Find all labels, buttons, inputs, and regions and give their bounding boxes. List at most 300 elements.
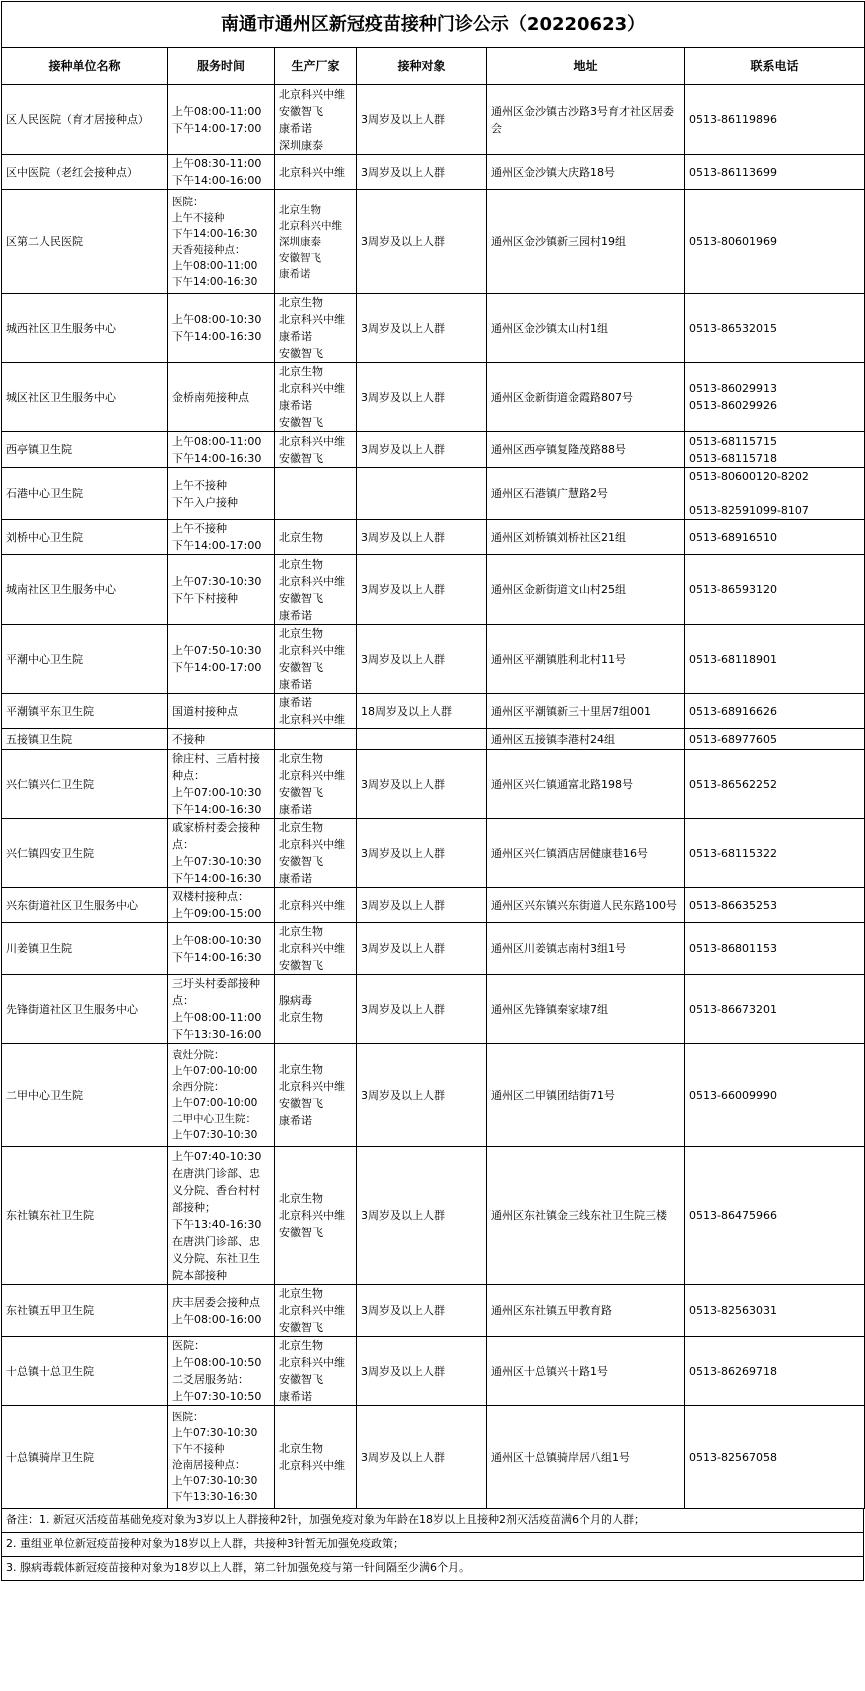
phone-cell: [685, 555, 865, 625]
unit-name-cell: 刘桥中心卫生院: [2, 520, 168, 555]
phone-cell: [685, 432, 865, 468]
table-row: [2, 363, 865, 432]
vendor-cell-line: 北京科兴中维: [279, 942, 345, 955]
target-cell: 18周岁及以上人群: [357, 694, 487, 729]
vendor-cell-line: 北京生物: [279, 1192, 323, 1205]
time-cell-line: 下午14:00-16:30: [172, 275, 258, 288]
phone-cell: [685, 1337, 865, 1406]
time-cell-line: 上午07:00-10:00: [172, 1065, 258, 1077]
address-cell: 通州区川姜镇志南村3组1号: [487, 923, 685, 975]
phone-cell-line: 0513-68916626: [689, 704, 777, 718]
phone-cell-line: 0513-68977605: [689, 732, 777, 746]
vendor-cell-line: 安徽智飞: [279, 591, 323, 605]
vendor-cell-line: 北京科兴中维: [279, 1209, 345, 1222]
time-cell-line: 上午不接种: [172, 522, 227, 535]
header-row: [2, 48, 865, 85]
phone-cell: [685, 625, 865, 694]
time-cell-line: 上午07:40-10:30: [172, 1149, 262, 1163]
time-cell: [168, 1285, 275, 1337]
note-line: 2. 重组亚单位新冠疫苗接种对象为18岁以上人群，共接种3针暂无加强免疫政策；: [1, 1533, 864, 1557]
vendor-cell-line: 北京生物: [279, 627, 323, 640]
time-cell-line: 金桥南苑接种点: [172, 390, 249, 404]
column-header: 生产厂家: [275, 48, 357, 85]
time-cell: [168, 729, 275, 750]
column-header: 服务时间: [168, 48, 275, 85]
time-cell-line: 上午08:00-11:00: [172, 1011, 262, 1024]
time-cell: [168, 750, 275, 819]
address-cell: 通州区十总镇骑岸居八组1号: [487, 1406, 685, 1509]
phone-cell: [685, 819, 865, 888]
vendor-cell: [275, 294, 357, 363]
time-cell: [168, 520, 275, 555]
time-cell-line: 上午07:00-10:00: [172, 1097, 258, 1109]
target-cell: 3周岁及以上人群: [357, 363, 487, 432]
time-cell-line: 下午下村接种: [172, 591, 238, 605]
vendor-cell: [275, 85, 357, 155]
time-cell: [168, 1147, 275, 1285]
vendor-cell-line: 北京生物: [279, 1063, 323, 1076]
vendor-cell-line: 康希诺: [279, 872, 312, 885]
vendor-cell-line: 康希诺: [279, 330, 312, 343]
unit-name-cell: 东社镇五甲卫生院: [2, 1285, 168, 1337]
time-cell-line: 戚家桥村委会接种点：: [172, 821, 260, 851]
vendor-cell-line: 深圳康泰: [279, 235, 321, 248]
vendor-cell-line: 北京生物: [279, 530, 323, 544]
vendor-cell-line: 安徽智飞: [279, 959, 323, 972]
vendor-cell-line: 康希诺: [279, 1390, 312, 1403]
table-row: [2, 888, 865, 923]
time-cell-line: 下午不接种: [172, 1443, 225, 1455]
time-cell-line: 上午07:30-10:30: [172, 855, 262, 868]
address-cell: 通州区西亭镇复隆茂路88号: [487, 432, 685, 468]
vendor-cell-line: 安徽智飞: [279, 1373, 323, 1386]
vendor-cell-line: 安徽智飞: [279, 855, 323, 868]
vendor-cell-line: 安徽智飞: [279, 416, 323, 429]
time-cell-line: 上午07:30-10:30: [172, 1475, 258, 1487]
vendor-cell-line: 北京科兴中维: [279, 713, 345, 726]
phone-cell: [685, 1406, 865, 1509]
time-cell-line: 袁灶分院：: [172, 1049, 225, 1061]
phone-cell-line: 0513-68118901: [689, 652, 777, 666]
vendor-cell-line: 北京生物: [279, 821, 323, 834]
unit-name-cell: 区人民医院（育才居接种点）: [2, 85, 168, 155]
target-cell: 3周岁及以上人群: [357, 555, 487, 625]
target-cell: [357, 729, 487, 750]
unit-name-cell: 兴仁镇四安卫生院: [2, 819, 168, 888]
vendor-cell: [275, 750, 357, 819]
table-row: [2, 625, 865, 694]
target-cell: 3周岁及以上人群: [357, 190, 487, 294]
target-cell: [357, 468, 487, 520]
phone-cell-line: 0513-68115718: [689, 451, 777, 465]
time-cell-line: 上午08:00-10:30: [172, 313, 262, 326]
time-cell-line: 医院：: [172, 1411, 204, 1423]
unit-name-cell: 兴东街道社区卫生服务中心: [2, 888, 168, 923]
address-cell: 通州区石港镇广慧路2号: [487, 468, 685, 520]
phone-cell-line: 0513-68115322: [689, 846, 777, 860]
address-cell: 通州区东社镇五甲教育路: [487, 1285, 685, 1337]
address-cell: 通州区五接镇李港村24组: [487, 729, 685, 750]
time-cell-line: 下午14:00-16:30: [172, 451, 262, 465]
phone-cell-line: 0513-86119896: [689, 113, 777, 126]
vendor-cell-line: 深圳康泰: [279, 138, 323, 152]
unit-name-cell: 区第二人民医院: [2, 190, 168, 294]
phone-cell-line: 0513-86113699: [689, 165, 777, 179]
vendor-cell-line: 北京科兴中维: [279, 644, 345, 657]
phone-cell-line: 0513-68916510: [689, 530, 777, 544]
vendor-cell: [275, 468, 357, 520]
target-cell: 3周岁及以上人群: [357, 155, 487, 190]
vendor-cell-line: 安徽智飞: [279, 1321, 323, 1334]
time-cell-line: 不接种: [172, 732, 205, 746]
address-cell: 通州区东社镇金三线东社卫生院三楼: [487, 1147, 685, 1285]
vendor-cell-line: 北京生物: [279, 1339, 323, 1352]
address-cell: 通州区刘桥镇刘桥社区21组: [487, 520, 685, 555]
time-cell: [168, 625, 275, 694]
vendor-cell: [275, 190, 357, 294]
phone-cell: [685, 1044, 865, 1147]
time-cell-line: 天香苑接种点：: [172, 243, 246, 256]
table-row: [2, 729, 865, 750]
time-cell-line: 下午13:30-16:00: [172, 1028, 262, 1041]
phone-cell: [685, 923, 865, 975]
unit-name-cell: 十总镇十总卫生院: [2, 1337, 168, 1406]
vendor-cell-line: 康希诺: [279, 121, 312, 135]
notes-block: [1, 1509, 864, 1581]
column-header: 联系电话: [685, 48, 865, 85]
unit-name-cell: 平潮中心卫生院: [2, 625, 168, 694]
time-cell-line: 下午14:00-16:00: [172, 174, 262, 187]
table-row: [2, 923, 865, 975]
address-cell: 通州区兴东镇兴东街道人民东路100号: [487, 888, 685, 923]
address-cell: 通州区先锋镇秦家埭7组: [487, 975, 685, 1044]
unit-name-cell: 十总镇骑岸卫生院: [2, 1406, 168, 1509]
unit-name-cell: 平潮镇平东卫生院: [2, 694, 168, 729]
vendor-cell: [275, 975, 357, 1044]
time-cell-line: 上午07:30-10:30: [172, 1129, 258, 1141]
phone-cell: [685, 155, 865, 190]
unit-name-cell: 兴仁镇兴仁卫生院: [2, 750, 168, 819]
phone-cell-line: 0513-82591099-8107: [689, 504, 809, 517]
time-cell: [168, 363, 275, 432]
time-cell-line: 二爻居服务站：: [172, 1373, 249, 1386]
table-row: [2, 190, 865, 294]
time-cell-line: 下午14:00-16:30: [172, 950, 262, 964]
time-cell-line: 上午09:00-15:00: [172, 907, 262, 920]
vendor-cell-line: 北京科兴中维: [279, 313, 345, 326]
address-cell: 通州区平潮镇胜利北村11号: [487, 625, 685, 694]
vendor-cell-line: 北京生物: [279, 752, 323, 765]
phone-cell: [685, 468, 865, 520]
vendor-cell-line: 安徽智飞: [279, 251, 321, 264]
time-cell: [168, 190, 275, 294]
time-cell-line: 徐庄村、三盾村接种点：: [172, 752, 260, 782]
vendor-cell-line: 安徽智飞: [279, 451, 323, 465]
time-cell-line: 三圩头村委部接种点：: [172, 977, 260, 1007]
vendor-cell-line: 北京生物: [279, 296, 323, 309]
note-line: 备注：1. 新冠灭活疫苗基础免疫对象为3岁以上人群接种2针，加强免疫对象为年龄在18岁以上且接种2剂灭活疫苗满6个月的人群；: [1, 1509, 864, 1533]
vendor-cell-line: 北京科兴中维: [279, 219, 342, 232]
table-row: [2, 694, 865, 729]
target-cell: 3周岁及以上人群: [357, 888, 487, 923]
table-row: [2, 555, 865, 625]
table-row: [2, 520, 865, 555]
table-row: [2, 85, 865, 155]
vendor-cell-line: 康希诺: [279, 678, 312, 691]
table-row: [2, 1147, 865, 1285]
time-cell: [168, 468, 275, 520]
vendor-cell-line: 北京生物: [279, 1442, 323, 1455]
column-header: 接种对象: [357, 48, 487, 85]
unit-name-cell: 区中医院（老红会接种点）: [2, 155, 168, 190]
time-cell-line: 余西分院：: [172, 1081, 225, 1093]
time-cell-line: 下午14:00-16:30: [172, 330, 262, 343]
vendor-cell: [275, 888, 357, 923]
address-cell: 通州区十总镇兴十路1号: [487, 1337, 685, 1406]
target-cell: 3周岁及以上人群: [357, 975, 487, 1044]
vendor-cell: [275, 625, 357, 694]
vendor-cell-line: 北京生物: [279, 925, 323, 938]
vendor-cell-line: 安徽智飞: [279, 104, 323, 118]
vendor-cell: [275, 1406, 357, 1509]
phone-cell: [685, 85, 865, 155]
vendor-cell-line: 北京生物: [279, 203, 321, 216]
unit-name-cell: 二甲中心卫生院: [2, 1044, 168, 1147]
time-cell-line: 下午14:00-16:30: [172, 872, 262, 885]
vendor-cell: [275, 729, 357, 750]
vendor-cell-line: 北京科兴中维: [279, 898, 345, 912]
time-cell-line: 上午07:00-10:30: [172, 786, 262, 799]
phone-cell: [685, 888, 865, 923]
time-cell-line: 上午08:00-10:50: [172, 1356, 262, 1369]
vendor-cell-line: 安徽智飞: [279, 661, 323, 674]
unit-name-cell: 川姜镇卫生院: [2, 923, 168, 975]
table-row: [2, 819, 865, 888]
time-cell: [168, 1044, 275, 1147]
address-cell: 通州区金沙镇大庆路18号: [487, 155, 685, 190]
vendor-cell-line: 北京科兴中维: [279, 1080, 345, 1093]
phone-cell-line: 0513-80601969: [689, 235, 777, 248]
vendor-cell: [275, 1285, 357, 1337]
vendor-cell-line: 北京科兴中维: [279, 1356, 345, 1369]
address-cell: 通州区兴仁镇酒店居健康巷16号: [487, 819, 685, 888]
vendor-cell: [275, 432, 357, 468]
vendor-cell-line: 北京生物: [279, 557, 323, 571]
time-cell: [168, 888, 275, 923]
table-row: [2, 1406, 865, 1509]
target-cell: 3周岁及以上人群: [357, 1044, 487, 1147]
time-cell-line: 下午14:00-17:00: [172, 539, 262, 552]
phone-cell-line: 0513-86562252: [689, 777, 777, 791]
phone-cell: [685, 694, 865, 729]
vendor-cell-line: 康希诺: [279, 696, 312, 709]
table-row: [2, 1285, 865, 1337]
target-cell: 3周岁及以上人群: [357, 923, 487, 975]
time-cell: [168, 1337, 275, 1406]
time-cell-line: 下午14:00-16:30: [172, 227, 258, 240]
address-cell: 通州区二甲镇团结街71号: [487, 1044, 685, 1147]
vendor-cell: [275, 555, 357, 625]
vendor-cell: [275, 819, 357, 888]
time-cell-line: 双楼村接种点：: [172, 890, 249, 903]
column-header: 地址: [487, 48, 685, 85]
phone-cell: [685, 294, 865, 363]
vendor-cell-line: 北京科兴中维: [279, 87, 345, 101]
time-cell-line: 上午08:00-11:00: [172, 434, 262, 448]
vendor-cell-line: 康希诺: [279, 267, 311, 280]
page-title: 南通市通州区新冠疫苗接种门诊公示（20220623）: [2, 2, 865, 48]
table-row: [2, 750, 865, 819]
vendor-cell-line: 北京科兴中维: [279, 769, 345, 782]
phone-cell-line: 0513-86269718: [689, 1364, 777, 1378]
time-cell-line: 国道村接种点: [172, 704, 238, 718]
vendor-cell: [275, 923, 357, 975]
time-cell: [168, 294, 275, 363]
phone-cell-line: 0513-82563031: [689, 1304, 777, 1317]
vendor-cell: [275, 155, 357, 190]
vendor-cell-line: 北京科兴中维: [279, 1459, 345, 1472]
time-cell-line: 在唐洪门诊部、忠义分院、东社卫生院本部接种: [172, 1234, 260, 1282]
phone-cell: [685, 520, 865, 555]
vaccination-clinic-table: [1, 1, 865, 1509]
time-cell-line: 上午08:00-11:00: [172, 104, 262, 118]
vendor-cell-line: 安徽智飞: [279, 347, 323, 360]
time-cell: [168, 555, 275, 625]
time-cell-line: 下午13:40-16:30: [172, 1217, 262, 1231]
unit-name-cell: 东社镇东社卫生院: [2, 1147, 168, 1285]
time-cell-line: 在唐洪门诊部、忠义分院、香台村村部接种；: [172, 1166, 260, 1214]
address-cell: 通州区金沙镇新三园村19组: [487, 190, 685, 294]
table-row: [2, 1044, 865, 1147]
target-cell: 3周岁及以上人群: [357, 432, 487, 468]
vendor-cell-line: 北京生物: [279, 365, 323, 378]
target-cell: 3周岁及以上人群: [357, 750, 487, 819]
vendor-cell: [275, 520, 357, 555]
table-row: [2, 294, 865, 363]
target-cell: 3周岁及以上人群: [357, 1406, 487, 1509]
vendor-cell-line: 康希诺: [279, 608, 312, 622]
address-cell: 通州区金新街道文山村25组: [487, 555, 685, 625]
phone-cell-line: 0513-86635253: [689, 898, 777, 912]
unit-name-cell: 城南社区卫生服务中心: [2, 555, 168, 625]
vendor-cell-line: 北京科兴中维: [279, 838, 345, 851]
time-cell-line: 上午07:30-10:50: [172, 1390, 262, 1403]
vendor-cell: [275, 363, 357, 432]
time-cell-line: 上午不接种: [172, 211, 225, 224]
unit-name-cell: 五接镇卫生院: [2, 729, 168, 750]
phone-cell-line: 0513-86475966: [689, 1209, 777, 1222]
phone-cell: [685, 363, 865, 432]
time-cell: [168, 1406, 275, 1509]
time-cell-line: 下午13:30-16:30: [172, 1491, 258, 1503]
table-row: [2, 468, 865, 520]
vendor-cell-line: 康希诺: [279, 399, 312, 412]
table-row: [2, 155, 865, 190]
address-cell: 通州区金沙镇太山村1组: [487, 294, 685, 363]
vendor-cell: [275, 694, 357, 729]
time-cell-line: 医院：: [172, 195, 204, 208]
phone-cell-line: 0513-86801153: [689, 942, 777, 955]
unit-name-cell: 城西社区卫生服务中心: [2, 294, 168, 363]
time-cell-line: 上午07:30-10:30: [172, 1427, 258, 1439]
time-cell-line: 上午08:00-11:00: [172, 259, 258, 272]
column-header: 接种单位名称: [2, 48, 168, 85]
time-cell: [168, 155, 275, 190]
target-cell: 3周岁及以上人群: [357, 1285, 487, 1337]
vendor-cell-line: 安徽智飞: [279, 1226, 323, 1239]
phone-cell-line: 0513-66009990: [689, 1088, 777, 1102]
time-cell: [168, 85, 275, 155]
unit-name-cell: 石港中心卫生院: [2, 468, 168, 520]
address-cell: 通州区金新街道金霞路807号: [487, 363, 685, 432]
phone-cell-line: 0513-68115715: [689, 434, 777, 448]
address-cell: 通州区金沙镇古沙路3号育才社区居委会: [487, 85, 685, 155]
unit-name-cell: 城区社区卫生服务中心: [2, 363, 168, 432]
vendor-cell-line: 北京科兴中维: [279, 1304, 345, 1317]
table-row: [2, 975, 865, 1044]
time-cell-line: 上午08:00-16:00: [172, 1312, 262, 1326]
time-cell-line: 上午07:30-10:30: [172, 574, 262, 588]
phone-cell: [685, 1147, 865, 1285]
vendor-cell-line: 北京科兴中维: [279, 382, 345, 395]
time-cell: [168, 923, 275, 975]
phone-cell: [685, 729, 865, 750]
time-cell-line: 沧南居接种点：: [172, 1459, 246, 1471]
vendor-cell-line: 安徽智飞: [279, 786, 323, 799]
unit-name-cell: 先锋街道社区卫生服务中心: [2, 975, 168, 1044]
address-cell: 通州区兴仁镇通富北路198号: [487, 750, 685, 819]
phone-cell-line: [689, 485, 860, 502]
time-cell-line: 医院：: [172, 1339, 205, 1352]
vendor-cell-line: 腺病毒: [279, 994, 312, 1007]
time-cell-line: 下午14:00-17:00: [172, 661, 262, 674]
time-cell: [168, 432, 275, 468]
phone-cell-line: 0513-86673201: [689, 1002, 777, 1016]
vendor-cell-line: 北京科兴中维: [279, 434, 345, 448]
note-line: 3. 腺病毒载体新冠疫苗接种对象为18岁以上人群，第二针加强免疫与第一针间隔至少满6个月。: [1, 1557, 864, 1581]
table-row: [2, 432, 865, 468]
time-cell-line: 下午14:00-17:00: [172, 121, 262, 135]
vendor-cell-line: 康希诺: [279, 803, 312, 816]
address-cell: 通州区平潮镇新三十里居7组001: [487, 694, 685, 729]
time-cell: [168, 819, 275, 888]
time-cell: [168, 694, 275, 729]
phone-cell: [685, 750, 865, 819]
time-cell-line: 庆丰居委会接种点: [172, 1295, 260, 1309]
phone-cell-line: 0513-80600120-8202: [689, 470, 809, 483]
time-cell-line: 上午08:30-11:00: [172, 157, 262, 170]
time-cell-line: 上午07:50-10:30: [172, 644, 262, 657]
time-cell-line: 上午08:00-10:30: [172, 933, 262, 947]
phone-cell: [685, 1285, 865, 1337]
table-row: [2, 1337, 865, 1406]
time-cell: [168, 975, 275, 1044]
phone-cell-line: 0513-86532015: [689, 321, 777, 335]
target-cell: 3周岁及以上人群: [357, 819, 487, 888]
time-cell-line: 下午14:00-16:30: [172, 803, 262, 816]
phone-cell-line: 0513-86029913: [689, 382, 777, 395]
phone-cell-line: 0513-86593120: [689, 583, 777, 596]
phone-cell-line: 0513-86029926: [689, 399, 777, 412]
vendor-cell-line: 康希诺: [279, 1114, 312, 1127]
unit-name-cell: 西亭镇卫生院: [2, 432, 168, 468]
vendor-cell: [275, 1337, 357, 1406]
target-cell: 3周岁及以上人群: [357, 1147, 487, 1285]
vendor-cell: [275, 1147, 357, 1285]
phone-cell: [685, 975, 865, 1044]
target-cell: 3周岁及以上人群: [357, 520, 487, 555]
vendor-cell-line: 北京生物: [279, 1287, 323, 1300]
